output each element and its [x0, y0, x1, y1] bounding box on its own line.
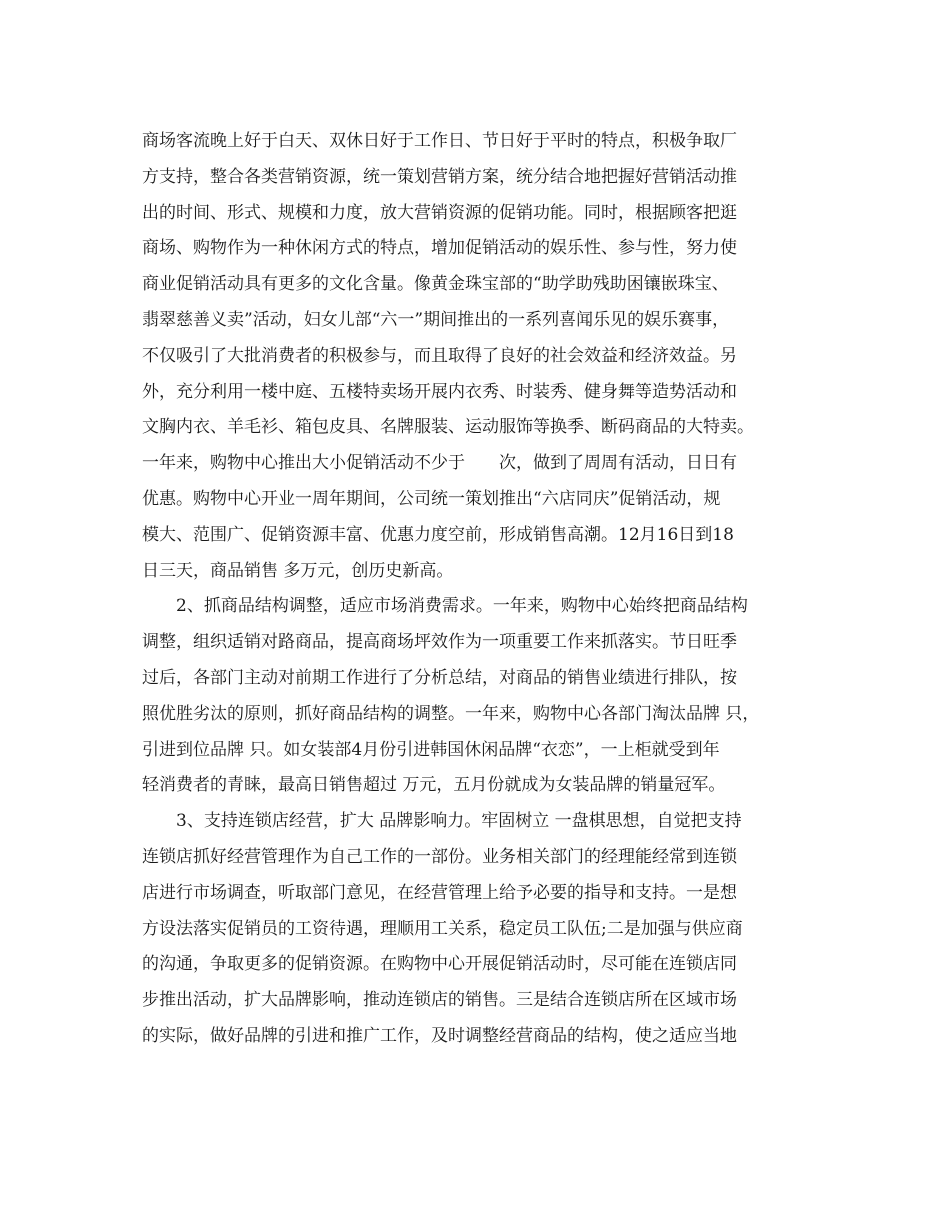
text-line: 方设法落实促销员的工资待遇，理顺用工关系，稳定员工队伍;二是加强与供应商: [142, 918, 743, 939]
text-line: 调整，组织适销对路商品，提高商场坪效作为一项重要工作来抓落实。节日旺季: [142, 632, 737, 653]
paragraph-chain-stores: [142, 804, 822, 1055]
text-line: 出的时间、形式、规模和力度，放大营销资源的促销功能。同时，根据顾客把逛: [142, 202, 737, 223]
text-line: 步推出活动，扩大品牌影响，推动连锁店的销售。三是结合连锁店所在区域市场: [142, 990, 737, 1011]
text-line: 模大、范围广、促销资源丰富、优惠力度空前，形成销售高潮。12月16日到18: [142, 524, 734, 545]
text-line: 3、支持连锁店经营，扩大 品牌影响力。牢固树立 一盘棋思想，自觉把支持: [176, 811, 742, 832]
document-body: [142, 124, 822, 1055]
text-line: 外，充分利用一楼中庭、五楼特卖场开展内衣秀、时装秀、健身舞等造势活动和: [142, 381, 737, 402]
text-line: 的实际，做好品牌的引进和推广工作，及时调整经营商品的结构，使之适应当地: [142, 1025, 737, 1046]
text-line: 商场、购物作为一种休闲方式的特点，增加促销活动的娱乐性、参与性，努力使: [142, 238, 737, 259]
text-line: 方支持，整合各类营销资源，统一策划营销方案，统分结合地把握好营销活动推: [142, 166, 737, 187]
text-line: 引进到位品牌 只。如女装部4月份引进韩国休闲品牌“衣恋”，一上柜就受到年: [142, 739, 720, 760]
text-line: 日三天，商品销售 多万元，创历史新高。: [142, 560, 454, 581]
text-line: 文胸内衣、羊毛衫、箱包皮具、名牌服装、运动服饰等换季、断码商品的大特卖。: [142, 417, 754, 438]
text-line: 店进行市场调查，听取部门意见，在经营管理上给予必要的指导和支持。一是想: [142, 882, 737, 903]
text-line: 商场客流晚上好于白天、双休日好于工作日、节日好于平时的特点，积极争取厂: [142, 131, 737, 151]
text-line: 2、抓商品结构调整，适应市场消费需求。一年来，购物中心始终把商品结构: [176, 596, 748, 617]
text-line: 照优胜劣汰的原则，抓好商品结构的调整。一年来，购物中心各部门淘汰品牌 只，: [142, 703, 760, 724]
paragraph-promotion-activities: [142, 124, 822, 589]
text-line: 一年来，购物中心推出大小促销活动不少于 次，做到了周周有活动，日日有: [142, 453, 737, 474]
text-line: 轻消费者的青睐，最高日销售超过 万元，五月份就成为女装品牌的销量冠军。: [142, 775, 726, 796]
text-line: 连锁店抓好经营管理作为自己工作的一部份。业务相关部门的经理能经常到连锁: [142, 846, 737, 867]
paragraph-product-structure: [142, 589, 822, 804]
text-line: 翡翠慈善义卖”活动，妇女儿部“六一”期间推出的一系列喜闻乐见的娱乐赛事，: [142, 309, 730, 330]
text-line: 过后，各部门主动对前期工作进行了分析总结，对商品的销售业绩进行排队，按: [142, 667, 737, 688]
text-line: 的沟通，争取更多的促销资源。在购物中心开展促销活动时，尽可能在连锁店同: [142, 954, 737, 975]
text-line: 优惠。购物中心开业一周年期间，公司统一策划推出“六店同庆”促销活动，规: [142, 488, 721, 509]
text-line: 不仅吸引了大批消费者的积极参与，而且取得了良好的社会效益和经济效益。另: [142, 345, 737, 366]
text-line: 商业促销活动具有更多的文化含量。像黄金珠宝部的“助学助残助困镶嵌珠宝、: [142, 274, 729, 295]
